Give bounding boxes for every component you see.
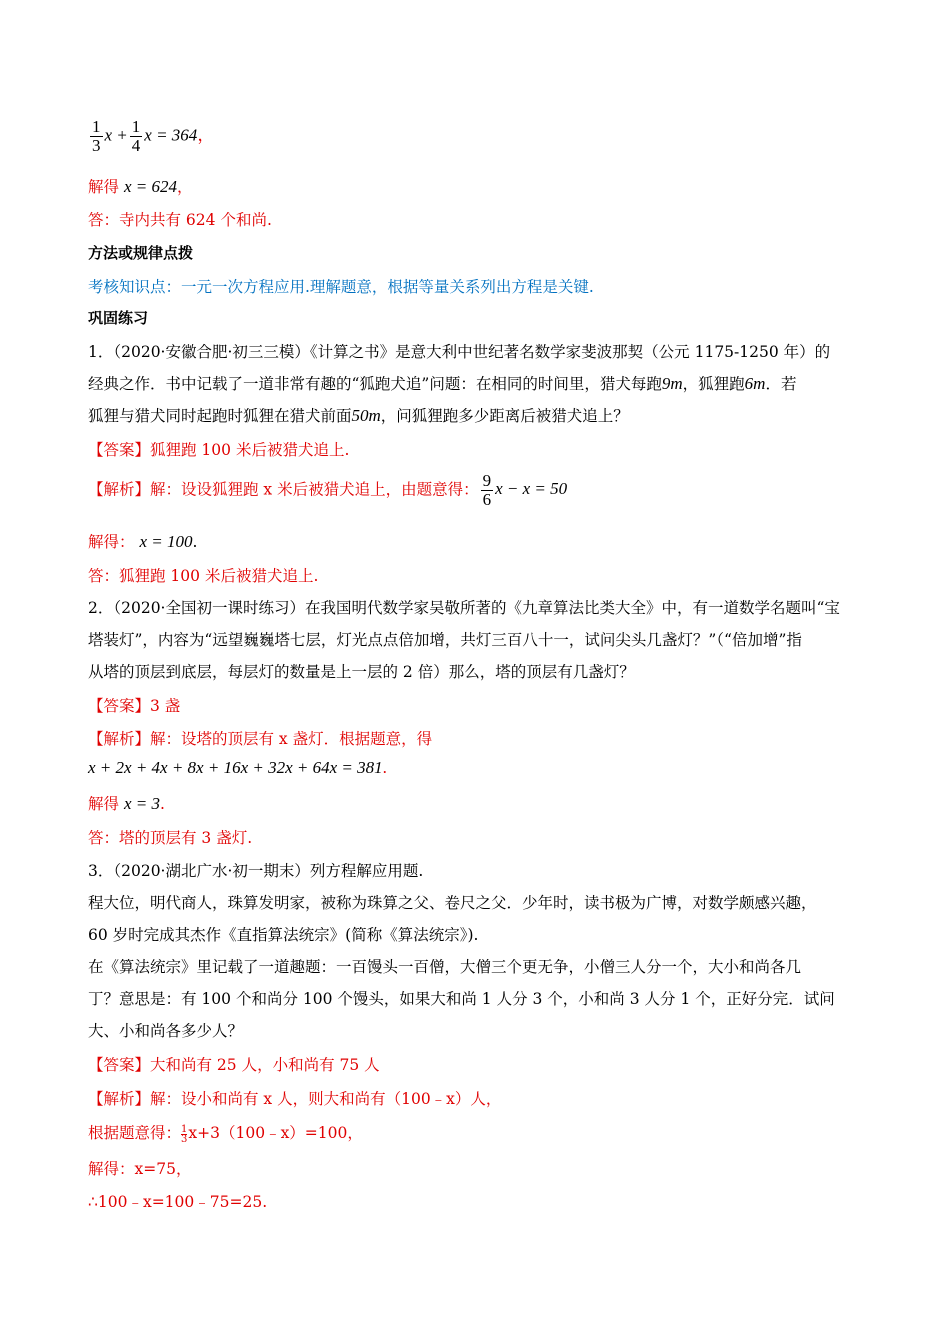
- method-text: 考核知识点：一元一次方程应用.理解题意，根据等量关系列出方程是关键.: [88, 278, 594, 296]
- q3-line-4: 在《算法统宗》里记载了一道趣题：一百馒头一百僧，大僧三个更无争，小僧三人分一个，大小和尚各几: [88, 958, 802, 976]
- fraction-one-third: $\frac{1}{3}$: [92, 117, 101, 155]
- q1-analysis: 【解析】解：设设狐狸跑 x 米后被猎犬追上，由题意得： $\frac{9}{6}$ x − x = 50: [88, 471, 568, 509]
- q3-solve: 解得：x=75，: [88, 1160, 192, 1178]
- q3-answer: 【答案】大和尚有 25 人，小和尚有 75 人: [88, 1056, 380, 1074]
- equation-line-1: $\frac{1}{3}$ x + $\frac{1}{4}$ x = 364，: [92, 117, 215, 155]
- section-heading-method: 方法或规律点拨: [88, 244, 194, 262]
- q2-equation: x + 2x + 4x + 8x + 16x + 32x + 64x = 381.: [88, 758, 387, 777]
- fraction-one-fourth: $\frac{1}{4}$: [131, 117, 141, 155]
- q3-line-5: 丁？意思是：有 100 个和尚分 100 个馒头，如果大和尚 1 人分 3 个，小和尚 3 人分 1 个，正好分完．试问: [88, 990, 835, 1008]
- q3-line-1: 3．（2020·湖北广水·初一期末）列方程解应用题.: [88, 862, 424, 880]
- q1-line-2: 经典之作．书中记载了一道非常有趣的“狐跑犬追”问题：在相同的时间里，猎犬每跑9m，狐狸跑6m．若: [88, 374, 797, 393]
- q3-final: ∴100﹣x=100﹣75=25.: [88, 1193, 268, 1211]
- solution-line: 解得 x = 624，: [88, 177, 193, 196]
- q3-analysis: 【解析】解：设小和尚有 x 人，则大和尚有（100﹣x）人，: [88, 1090, 502, 1108]
- section-heading-practice: 巩固练习: [88, 309, 149, 327]
- q1-answer: 【答案】狐狸跑 100 米后被猎犬追上.: [88, 441, 350, 459]
- q1-solve: 解得： x = 100.: [88, 532, 198, 551]
- q1-line-1: 1．（2020·安徽合肥·初三三模）《计算之书》是意大利中世纪著名数学家斐波那契（公元 1175-1250 年）的: [88, 343, 831, 361]
- q2-answer: 【答案】3 盏: [88, 697, 181, 715]
- fraction-one-third-small: $\frac{1}{3}$: [181, 1123, 188, 1145]
- q3-line-3: 60 岁时完成其杰作《直指算法统宗》(简称《算法统宗》).: [88, 926, 479, 944]
- q1-line-3: 狐狸与猎犬同时起跑时狐狸在猎犬前面50m，问狐狸跑多少距离后被猎犬追上？: [88, 406, 629, 425]
- q2-final: 答：塔的顶层有 3 盏灯.: [88, 829, 253, 847]
- q2-line-1: 2．（2020·全国初一课时练习）在我国明代数学家吴敬所著的《九章算法比类大全》中，有一道数学名题叫“宝: [88, 599, 840, 617]
- q2-line-3: 从塔的顶层到底层，每层灯的数量是上一层的 2 倍）那么，塔的顶层有几盏灯？: [88, 663, 635, 681]
- q3-line-2: 程大位，明代商人，珠算发明家，被称为珠算之父、卷尺之父．少年时，读书极为广博，对数学颇感兴趣，: [88, 894, 817, 912]
- q3-line-6: 大、小和尚各多少人？: [88, 1022, 244, 1040]
- q1-final: 答：狐狸跑 100 米后被猎犬追上.: [88, 567, 319, 585]
- answer-line: 答：寺内共有 624 个和尚.: [88, 211, 272, 229]
- q2-line-2: 塔装灯”，内容为“远望巍巍塔七层，灯光点点倍加增，共灯三百八十一，试问尖头几盏灯？”（“倍加增”指: [88, 631, 802, 649]
- q3-equation: 根据题意得： $\frac{1}{3}$ x+3（100﹣x）=100，: [88, 1123, 363, 1145]
- fraction-nine-sixths: $\frac{9}{6}$: [482, 471, 492, 509]
- q2-solve: 解得 x = 3.: [88, 794, 165, 813]
- q2-analysis: 【解析】解：设塔的顶层有 x 盏灯．根据题意，得: [88, 730, 433, 748]
